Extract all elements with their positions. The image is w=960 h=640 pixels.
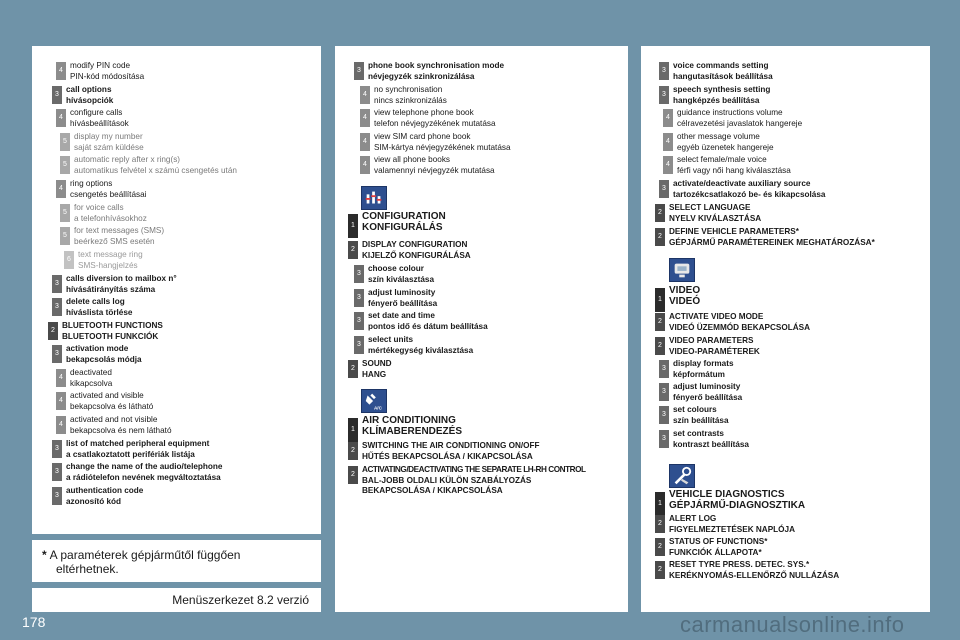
level-badge: 5: [60, 133, 70, 151]
menu-entry: [655, 285, 700, 312]
menu-entry: [659, 405, 729, 426]
menu-entry: [60, 226, 164, 247]
level-badge: 4: [663, 156, 673, 174]
footnote-box: [32, 540, 321, 582]
menu-entry-hungarian: névjegyzék szinkronizálása: [368, 71, 475, 81]
menu-entry-english: configure calls: [70, 108, 123, 117]
menu-entry: [354, 288, 437, 309]
menu-entry-hungarian: a csatlakoztatott perifériák listája: [66, 449, 195, 459]
menu-entry-hungarian: beérkező SMS esetén: [74, 236, 155, 246]
level-badge: 1: [655, 288, 665, 312]
menu-entry-hungarian: képformátum: [673, 369, 725, 379]
level-badge: 2: [655, 228, 665, 246]
menu-entry-text: [673, 179, 825, 200]
menu-entry-english: DEFINE VEHICLE PARAMETERS*: [669, 227, 799, 236]
menu-entry-text: [362, 359, 392, 380]
menu-entry-english: SELECT LANGUAGE: [669, 203, 751, 212]
menu-entry-english: view all phone books: [374, 155, 451, 164]
menu-entry-text: [677, 108, 802, 129]
level-badge: 3: [659, 86, 669, 104]
menu-entry-english: no synchronisation: [374, 85, 443, 94]
menu-entry-hungarian: hangutasítások beállítása: [673, 71, 773, 81]
menu-entry-hungarian: SMS-hangjelzés: [78, 260, 138, 270]
menu-entry: [655, 336, 760, 357]
menu-entry-english: ring options: [70, 179, 113, 188]
level-badge: 2: [48, 322, 58, 340]
menu-entry-text: [368, 288, 437, 309]
level-badge: 3: [354, 289, 364, 307]
menu-entry-text: [669, 489, 805, 511]
menu-entry: [348, 359, 392, 380]
menu-entry-hungarian: fényerő beállítása: [368, 298, 438, 308]
menu-entry-hungarian: FIGYELMEZTETÉSEK NAPLÓJA: [669, 524, 796, 534]
menu-entry: [56, 391, 153, 412]
menu-entry-hungarian: automatikus felvétel x számú csengetés után: [74, 165, 237, 175]
menu-entry-hungarian: FUNKCIÓK ÁLLAPOTA*: [669, 547, 762, 557]
menu-entry: [52, 85, 113, 106]
menu-entry-text: [74, 226, 164, 247]
menu-entry: [64, 250, 143, 271]
menu-entry: [659, 85, 770, 106]
menu-entry-english: ACTIVATE VIDEO MODE: [669, 312, 764, 321]
menu-entry-hungarian: pontos idő és dátum beállítása: [368, 321, 488, 331]
menu-entry: [52, 462, 223, 483]
level-badge: 4: [56, 109, 66, 127]
level-badge: 5: [60, 204, 70, 222]
menu-entry-text: [673, 359, 734, 380]
level-badge: 4: [360, 156, 370, 174]
menu-entry-hungarian: célravezetési javaslatok hangereje: [677, 118, 803, 128]
menu-entry-text: [66, 85, 113, 106]
menu-entry-hungarian: fényerő beállítása: [673, 392, 743, 402]
menu-entry-text: [78, 250, 143, 271]
menu-entry: [655, 514, 795, 535]
menu-entry: [655, 227, 875, 248]
menu-entry-text: [673, 405, 729, 426]
menu-entry-english: DISPLAY CONFIGURATION: [362, 240, 468, 249]
level-badge: 5: [60, 227, 70, 245]
footnote-text: [42, 548, 240, 576]
menu-entry-text: [374, 132, 511, 153]
menu-entry-text: [673, 429, 749, 450]
menu-entry-hungarian: bekapcsolás módja: [66, 354, 142, 364]
level-badge: 6: [64, 251, 74, 269]
level-badge: 3: [659, 406, 669, 424]
menu-entry-hungarian: PIN-kód módosítása: [70, 71, 145, 81]
level-badge: 4: [56, 416, 66, 434]
level-badge: 4: [663, 133, 673, 151]
menu-entry-english: deactivated: [70, 368, 112, 377]
menu-entry-text: [66, 486, 143, 507]
menu-entry-text: [74, 155, 237, 176]
menu-entry-english: view SIM card phone book: [374, 132, 471, 141]
menu-entry: [663, 132, 774, 153]
menu-entry-hungarian: KONFIGURÁLÁS: [362, 222, 443, 233]
level-badge: 2: [348, 442, 358, 460]
menu-entry-hungarian: hívásopciók: [66, 95, 114, 105]
menu-entry: [56, 108, 129, 129]
menu-entry-hungarian: saját szám küldése: [74, 142, 144, 152]
menu-entry-text: [66, 274, 177, 295]
menu-entry-text: [374, 155, 495, 176]
level-badge: 2: [348, 241, 358, 259]
menu-entry: [354, 311, 488, 332]
menu-entry-english: for voice calls: [74, 203, 124, 212]
menu-entry: [354, 264, 434, 285]
vehicle-diagnostics-icon: [669, 464, 695, 488]
menu-entry: [659, 179, 825, 200]
footnote-line-2: eltérhetnek.: [56, 562, 119, 576]
menu-entry-text: [677, 132, 774, 153]
menu-entry-hungarian: híváslista törlése: [66, 307, 133, 317]
level-badge: 4: [360, 109, 370, 127]
menu-entry-hungarian: VIDEÓ ÜZEMMÓD BEKAPCSOLÁSA: [669, 322, 811, 332]
menu-entry-text: [74, 203, 147, 224]
video-icon: [669, 258, 695, 282]
menu-entry-text: [669, 285, 700, 307]
menu-entry: [52, 274, 177, 295]
menu-entry-hungarian: azonosító kód: [66, 496, 122, 506]
menu-entry-text: [66, 439, 209, 460]
menu-entry-english: SOUND: [362, 359, 392, 368]
menu-entry-text: [673, 61, 773, 82]
level-badge: 3: [354, 265, 364, 283]
menu-entry: [348, 465, 586, 497]
level-badge: 3: [659, 383, 669, 401]
menu-entry: [348, 240, 471, 261]
menu-entry: [655, 203, 761, 224]
menu-entry-hungarian: KLÍMABERENDEZÉS: [362, 426, 463, 437]
level-badge: 3: [354, 62, 364, 80]
menu-entry-text: [74, 132, 144, 153]
menu-entry-english: STATUS OF FUNCTIONS*: [669, 537, 768, 546]
menu-entry-hungarian: GÉPJÁRMŰ-DIAGNOSZTIKA: [669, 500, 806, 511]
menu-entry-text: [66, 297, 132, 318]
menu-entry-text: [70, 61, 144, 82]
menu-entry-english: set colours: [673, 405, 717, 414]
menu-entry-english: ALERT LOG: [669, 514, 717, 523]
menu-entry-english: view telephone phone book: [374, 108, 474, 117]
level-badge: 2: [655, 561, 665, 579]
menu-entry: [360, 108, 496, 129]
menu-entry-english: display formats: [673, 359, 734, 368]
menu-entry: [348, 415, 462, 442]
menu-entry-english: BLUETOOTH FUNCTIONS: [62, 321, 163, 330]
menu-entry-hungarian: szín beállítása: [673, 415, 729, 425]
menu-entry: [659, 359, 734, 380]
menu-entry-hungarian: GÉPJÁRMŰ PARAMÉTEREINEK MEGHATÁROZÁSA*: [669, 237, 875, 247]
menu-entry: [659, 429, 749, 450]
level-badge: 4: [56, 392, 66, 410]
level-badge: 2: [348, 466, 358, 484]
menu-entry: [348, 441, 540, 462]
menu-entry: [360, 85, 447, 106]
menu-entry-english: set date and time: [368, 311, 435, 320]
menu-entry-hungarian: hívásátirányítás száma: [66, 284, 156, 294]
menu-entry-text: [362, 211, 446, 233]
menu-entry-english: RESET TYRE PRESS. DETEC. SYS.*: [669, 560, 810, 569]
menu-entry-hungarian: BLUETOOTH FUNKCIÓK: [62, 331, 159, 341]
menu-entry-english: adjust luminosity: [368, 288, 436, 297]
menu-entry-hungarian: VIDEÓ: [669, 296, 701, 307]
level-badge: 4: [663, 109, 673, 127]
menu-entry-english: VIDEO PARAMETERS: [669, 336, 754, 345]
level-badge: 2: [655, 337, 665, 355]
menu-entry-hungarian: kikapcsolva: [70, 378, 113, 388]
menu-entry-text: [66, 462, 223, 483]
menu-entry-text: [70, 108, 129, 129]
level-badge: 3: [52, 463, 62, 481]
menu-entry-text: [669, 336, 760, 357]
menu-entry-text: [362, 465, 586, 497]
menu-entry-english: SWITCHING THE AIR CONDITIONING ON/OFF: [362, 441, 540, 450]
menu-entry-hungarian: SIM-kártya névjegyzékének mutatása: [374, 142, 511, 152]
level-badge: 3: [52, 440, 62, 458]
footnote-line-1: A paraméterek gépjárműtől függően: [49, 548, 241, 562]
menu-column-1: [32, 46, 321, 534]
menu-entry-english: VEHICLE DIAGNOSTICS: [669, 489, 785, 500]
menu-entry: [655, 489, 805, 516]
level-badge: 3: [52, 86, 62, 104]
menu-entry-english: delete calls log: [66, 297, 125, 306]
menu-entry-text: [368, 311, 488, 332]
menu-entry: [348, 211, 446, 238]
menu-entry-english: adjust luminosity: [673, 382, 741, 391]
menu-entry: [56, 368, 112, 389]
menu-entry-text: [669, 203, 761, 224]
level-badge: 5: [60, 156, 70, 174]
menu-entry-english: speech synthesis setting: [673, 85, 771, 94]
menu-entry: [655, 537, 767, 558]
menu-entry-english: select female/male voice: [677, 155, 767, 164]
level-badge: 3: [354, 312, 364, 330]
menu-entry-hungarian: HANG: [362, 369, 387, 379]
configuration-icon: [361, 186, 387, 210]
menu-entry-english: activated and visible: [70, 391, 144, 400]
menu-entry-hungarian: kontraszt beállítása: [673, 439, 749, 449]
menu-entry-english: other message volume: [677, 132, 760, 141]
menu-entry-text: [362, 415, 462, 437]
menu-entry: [60, 203, 147, 224]
svg-text:A/C: A/C: [374, 405, 382, 411]
watermark-text: carmanualsonline.info: [680, 612, 905, 637]
level-badge: 3: [659, 180, 669, 198]
level-badge: 2: [655, 515, 665, 533]
menu-entry: [56, 179, 146, 200]
menu-entry: [354, 335, 473, 356]
footnote-star: *: [42, 548, 47, 562]
menu-entry-text: [362, 240, 471, 261]
menu-column-2: [335, 46, 628, 612]
menu-entry: [60, 132, 144, 153]
level-badge: 4: [56, 62, 66, 80]
menu-entry: [655, 560, 839, 581]
menu-entry-english: VIDEO: [669, 285, 701, 296]
menu-entry-text: [362, 441, 540, 462]
menu-entry-text: [368, 61, 504, 82]
menu-entry: [48, 321, 163, 342]
level-badge: 3: [52, 298, 62, 316]
menu-entry-text: [368, 264, 434, 285]
menu-entry-english: activate/deactivate auxiliary source: [673, 179, 811, 188]
menu-entry: [663, 108, 802, 129]
level-badge: 1: [348, 418, 358, 442]
menu-entry-english: select units: [368, 335, 414, 344]
menu-entry-text: [70, 391, 153, 412]
menu-entry-text: [374, 85, 447, 106]
menu-version-label: Menüszerkezet 8.2 verzió: [172, 593, 309, 607]
menu-entry: [354, 61, 504, 82]
menu-entry-hungarian: csengetés beállításai: [70, 189, 147, 199]
level-badge: 2: [655, 204, 665, 222]
menu-entry-hungarian: KIJELZŐ KONFIGURÁLÁSA: [362, 250, 471, 260]
level-badge: 3: [354, 336, 364, 354]
menu-entry-text: [62, 321, 163, 342]
level-badge: 4: [360, 86, 370, 104]
menu-entry-hungarian: szín kiválasztása: [368, 274, 434, 284]
air-conditioning-icon: [361, 389, 387, 413]
menu-entry-hungarian: VIDEO-PARAMÉTEREK: [669, 346, 760, 356]
menu-entry: [56, 61, 144, 82]
menu-entry-english: authentication code: [66, 486, 144, 495]
menu-entry: [52, 297, 132, 318]
menu-entry-text: [669, 514, 795, 535]
level-badge: 3: [52, 487, 62, 505]
menu-entry-hungarian: hangképzés beállítása: [673, 95, 760, 105]
menu-entry-hungarian: mértékegység kiválasztása: [368, 345, 474, 355]
menu-entry-english: ACTIVATING/DEACTIVATING THE SEPARATE LH-RH CONTROL: [362, 465, 586, 474]
menu-entry: [56, 415, 172, 436]
menu-entry-english: AIR CONDITIONING: [362, 415, 456, 426]
menu-entry-hungarian: HŰTÉS BEKAPCSOLÁSA / KIKAPCSOLÁSA: [362, 451, 533, 461]
menu-entry: [663, 155, 791, 176]
menu-entry-hungarian: NYELV KIVÁLASZTÁSA: [669, 213, 762, 223]
level-badge: 4: [360, 133, 370, 151]
menu-entry-hungarian: hívásbeállítások: [70, 118, 129, 128]
menu-entry-english: CONFIGURATION: [362, 211, 446, 222]
menu-entry-english: activation mode: [66, 344, 129, 353]
level-badge: 4: [56, 369, 66, 387]
menu-entry-text: [669, 312, 810, 333]
level-badge: 2: [348, 360, 358, 378]
menu-entry: [52, 439, 209, 460]
level-badge: 3: [52, 345, 62, 363]
menu-entry-english: display my number: [74, 132, 143, 141]
menu-entry-text: [368, 335, 473, 356]
menu-entry-english: voice commands setting: [673, 61, 769, 70]
menu-entry-text: [669, 560, 839, 581]
menu-entry: [360, 155, 495, 176]
menu-entry-text: [374, 108, 496, 129]
menu-entry: [52, 344, 142, 365]
menu-entry-text: [673, 85, 770, 106]
menu-column-3: [641, 46, 930, 612]
menu-entry-hungarian: bekapcsolva és látható: [70, 401, 154, 411]
menu-entry-text: [669, 537, 767, 558]
level-badge: 1: [655, 492, 665, 516]
level-badge: 3: [659, 62, 669, 80]
menu-entry-text: [70, 415, 172, 436]
menu-entry-hungarian: BAL-JOBB OLDALI KÜLÖN SZABÁLYOZÁS BEKAPCSOLÁSA / KIKAPCSOLÁSA: [362, 475, 532, 496]
menu-entry-hungarian: valamennyi névjegyzék mutatása: [374, 165, 495, 175]
menu-entry-english: call options: [66, 85, 112, 94]
menu-entry: [360, 132, 511, 153]
menu-entry-hungarian: egyéb üzenetek hangereje: [677, 142, 774, 152]
menu-entry-english: choose colour: [368, 264, 424, 273]
menu-entry-text: [70, 179, 146, 200]
menu-entry-hungarian: KERÉKNYOMÁS-ELLENŐRZŐ NULLÁZÁSA: [669, 570, 840, 580]
menu-entry-english: for text messages (SMS): [74, 226, 165, 235]
menu-entry-english: text message ring: [78, 250, 143, 259]
menu-entry-english: set contrasts: [673, 429, 724, 438]
menu-entry-text: [66, 344, 142, 365]
menu-entry-english: calls diversion to mailbox n°: [66, 274, 177, 283]
menu-entry: [60, 155, 237, 176]
page-number: 178: [22, 614, 46, 630]
menu-entry-hungarian: férfi vagy női hang kiválasztása: [677, 165, 791, 175]
menu-entry-text: [70, 368, 112, 389]
level-badge: 4: [56, 180, 66, 198]
menu-entry-english: change the name of the audio/telephone: [66, 462, 223, 471]
menu-entry-english: activated and not visible: [70, 415, 158, 424]
level-badge: 3: [659, 430, 669, 448]
level-badge: 2: [655, 538, 665, 556]
menu-entry: [655, 312, 810, 333]
menu-entry-english: automatic reply after x ring(s): [74, 155, 181, 164]
menu-entry-hungarian: a telefonhívásokhoz: [74, 213, 147, 223]
menu-entry-english: modify PIN code: [70, 61, 131, 70]
menu-entry-english: guidance instructions volume: [677, 108, 783, 117]
menu-entry-english: list of matched peripheral equipment: [66, 439, 210, 448]
level-badge: 1: [348, 214, 358, 238]
menu-entry-hungarian: nincs szinkronizálás: [374, 95, 447, 105]
menu-entry: [659, 382, 742, 403]
menu-entry: [659, 61, 773, 82]
menu-entry-hungarian: tartozékcsatlakozó be- és kikapcsolása: [673, 189, 826, 199]
level-badge: 2: [655, 313, 665, 331]
menu-entry: [52, 486, 143, 507]
menu-entry-hungarian: bekapcsolva és nem látható: [70, 425, 172, 435]
level-badge: 3: [659, 360, 669, 378]
menu-entry-hungarian: a rádiótelefon nevének megváltoztatása: [66, 472, 221, 482]
menu-entry-text: [669, 227, 875, 248]
level-badge: 3: [52, 275, 62, 293]
menu-entry-text: [677, 155, 791, 176]
menu-entry-english: phone book synchronisation mode: [368, 61, 505, 70]
menu-entry-text: [673, 382, 742, 403]
menu-entry-hungarian: telefon névjegyzékének mutatása: [374, 118, 496, 128]
version-box: [32, 588, 321, 612]
